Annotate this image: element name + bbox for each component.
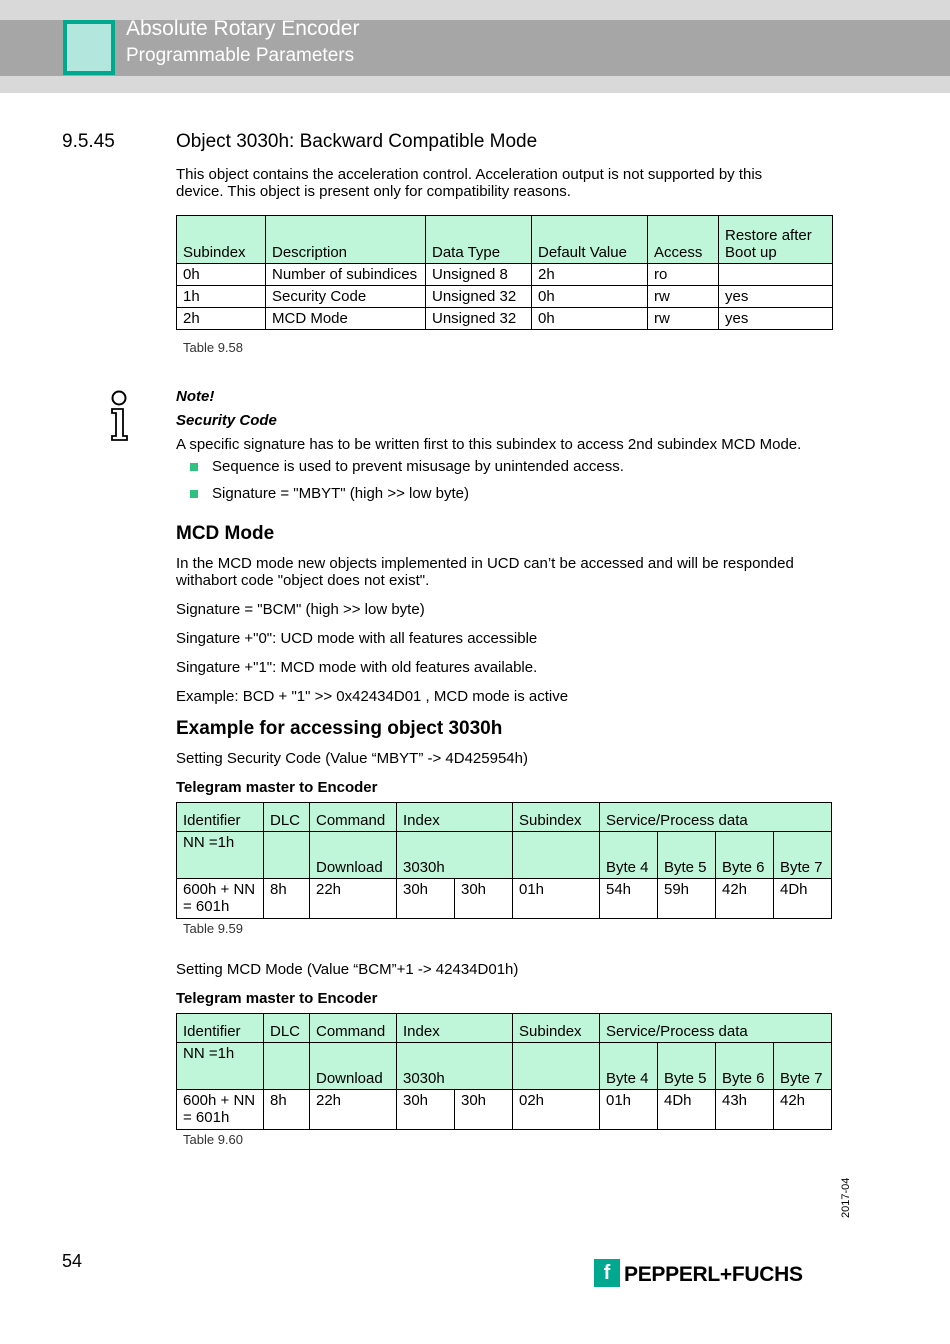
bullet-marker <box>190 463 198 471</box>
table-row: 600h + NN = 601h 8h 22h 30h 30h 01h 54h 59h 42h 4Dh <box>177 879 832 919</box>
mcd-ucd-line: Singature +"0": UCD mode with all features accessible <box>176 630 538 647</box>
telegram-label: Telegram master to Encoder <box>176 990 378 1007</box>
table-caption: Table 9.60 <box>183 1132 243 1147</box>
table-row: 1h Security Code Unsigned 32 0h rw yes <box>177 286 833 308</box>
bullet-marker <box>190 490 198 498</box>
telegram-table: Identifier DLC Command Index Subindex Service/Process data NN =1h Download 3030h Byte 4 Byte 5 Byte 6 Byte 7 600h + NN = 601h 8h 22h 30h 30h 01h 54h 59h 42h 4Dh <box>176 802 832 919</box>
header-bottom-strip <box>0 76 950 93</box>
section-number: 9.5.45 <box>62 131 115 152</box>
table-caption: Table 9.58 <box>183 340 243 355</box>
table-row: 0h Number of subindices Unsigned 8 2h ro <box>177 264 833 286</box>
th-access: Access <box>648 216 719 264</box>
note-label: Note! <box>176 388 215 405</box>
logo-text: PEPPERL+FUCHS <box>624 1263 803 1286</box>
setting-security-code: Setting Security Code (Value “MBYT” -> 4D425954h) <box>176 750 528 767</box>
page-number: 54 <box>62 1251 83 1271</box>
logo-mark: f <box>594 1259 620 1287</box>
mcd-mcd-line: Singature +"1": MCD mode with old features available. <box>176 659 538 676</box>
section-intro: This object contains the acceleration control. Acceleration output is not supported by this device. This object is present only for compatibility reasons. <box>176 166 763 200</box>
header-subtitle: Programmable Parameters <box>126 45 355 66</box>
header-logo-square <box>63 20 115 75</box>
setting-mcd-mode: Setting MCD Mode (Value “BCM”+1 -> 42434D01h) <box>176 961 519 978</box>
table-row: 600h + NN = 601h 8h 22h 30h 30h 02h 01h 4Dh 43h 42h <box>177 1090 832 1130</box>
object-table <box>176 215 833 330</box>
th-subindex: Subindex <box>177 216 266 264</box>
mcd-heading: MCD Mode <box>176 523 275 544</box>
example-heading: Example for accessing object 3030h <box>176 718 503 739</box>
header-title: Absolute Rotary Encoder <box>126 17 360 40</box>
note-bullet: Signature = "MBYT" (high >> low byte) <box>212 485 470 502</box>
table-row: 2h MCD Mode Unsigned 32 0h rw yes <box>177 308 833 330</box>
revision-date: 2017-04 <box>840 1177 852 1218</box>
info-icon <box>108 390 130 442</box>
th-restore: Restore after Boot up <box>719 216 833 264</box>
mcd-example: Example: BCD + "1" >> 0x42434D01 , MCD mode is active <box>176 688 569 705</box>
section-title: Object 3030h: Backward Compatible Mode <box>176 131 538 152</box>
th-default-value: Default Value <box>532 216 648 264</box>
note-heading: Security Code <box>176 412 277 429</box>
telegram-label: Telegram master to Encoder <box>176 779 378 796</box>
th-description: Description <box>266 216 426 264</box>
telegram-table: Identifier DLC Command Index Subindex Service/Process data NN =1h Download 3030h Byte 4 Byte 5 Byte 6 Byte 7 600h + NN = 601h 8h 22h 30h 30h 02h 01h 4Dh 43h 42h <box>176 1013 832 1130</box>
th-data-type: Data Type <box>426 216 532 264</box>
note-text: A specific signature has to be written first to this subindex to access 2nd subindex MCD Mode. <box>176 436 802 453</box>
note-bullet: Sequence is used to prevent misusage by unintended access. <box>212 458 624 475</box>
mcd-signature: Signature = "BCM" (high >> low byte) <box>176 601 425 618</box>
mcd-paragraph: In the MCD mode new objects implemented in UCD can’t be accessed and will be responded withabort code "object does not exist". <box>176 555 794 589</box>
table-caption: Table 9.59 <box>183 921 243 936</box>
